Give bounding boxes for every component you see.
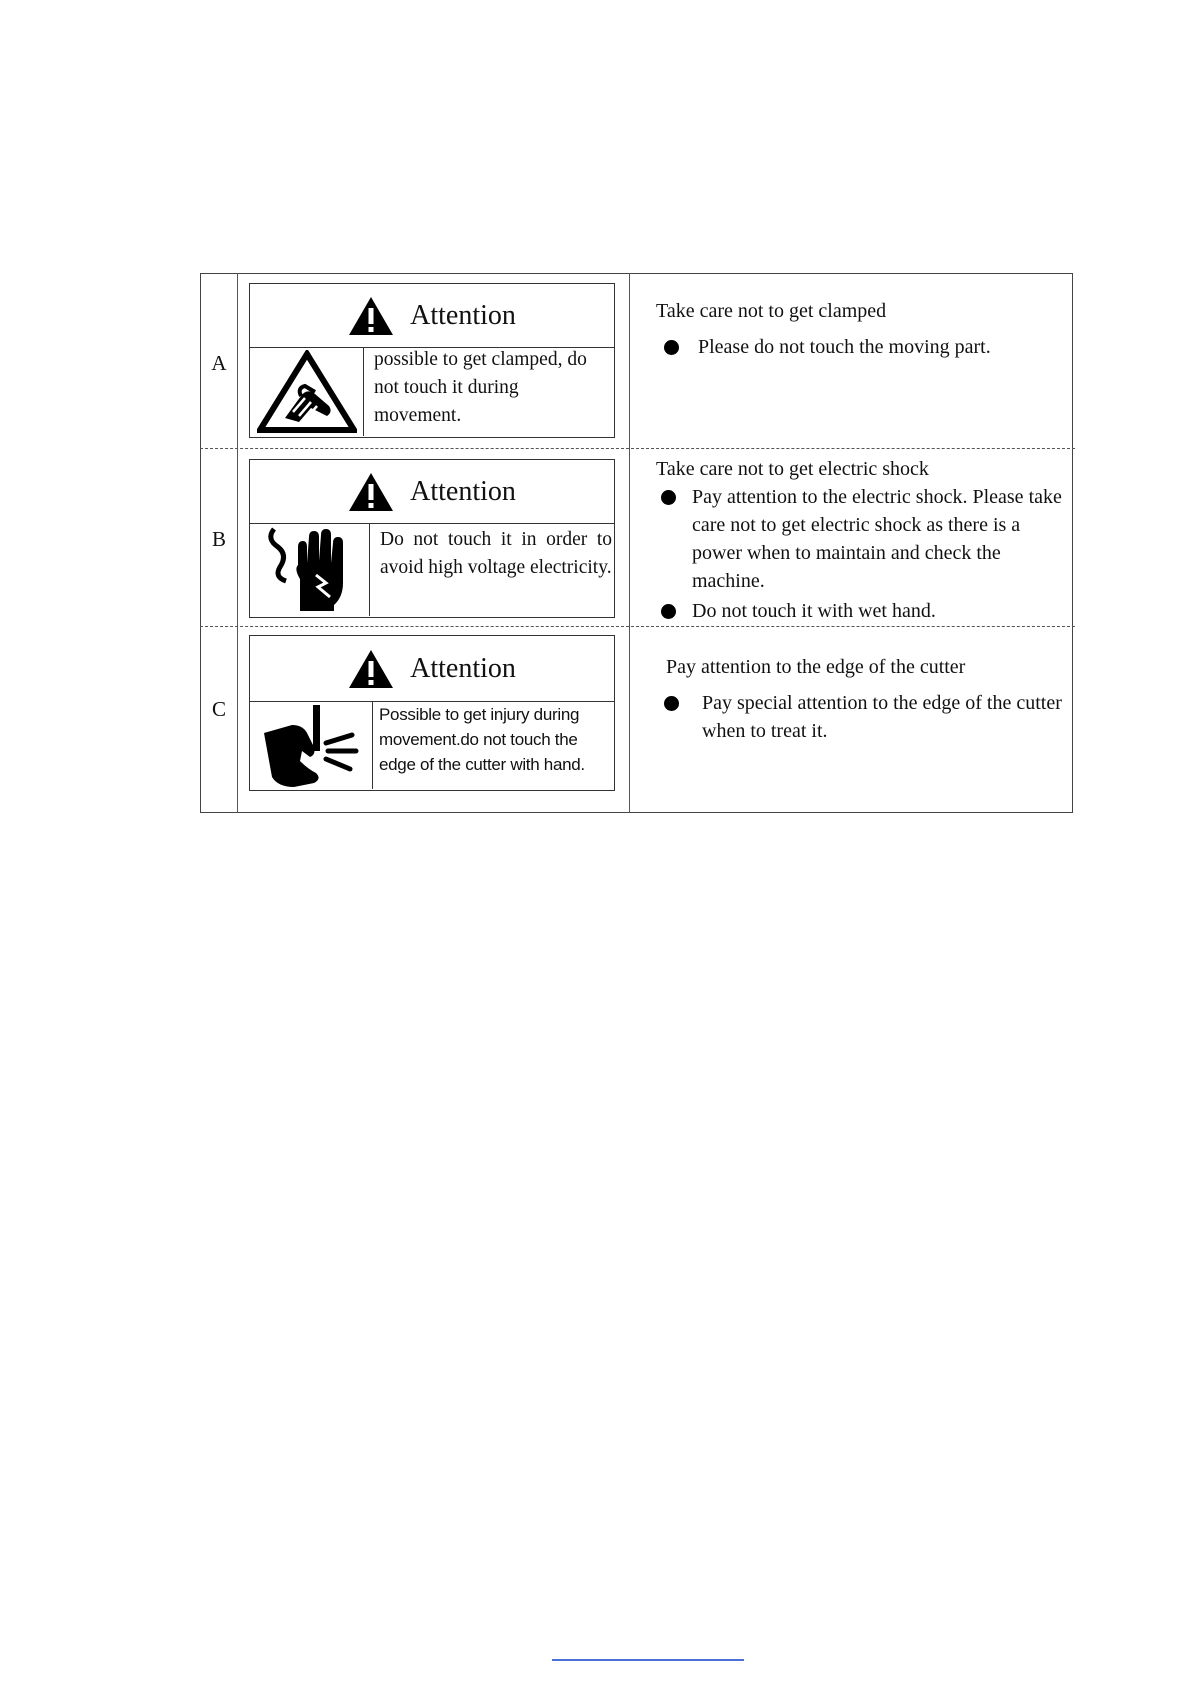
label-text: possible to get clamped, do not touch it during movement. [374,349,587,426]
attention-label [249,459,615,618]
list-item [666,689,1076,745]
bullet-text: Pay special attention to the edge of the cutter when to treat it. [702,692,1062,742]
attention-label [249,283,615,438]
table-row-b [200,449,1075,626]
hand-cutter-icon [250,702,373,789]
row-letter: C [211,697,226,721]
warning-table [200,273,1075,813]
footer-link-underline [552,1659,744,1661]
row-letter: B [211,527,226,551]
bullet-icon [664,340,679,355]
warning-triangle-icon [348,649,394,689]
label-title: Attention [410,475,516,507]
warning-triangle-icon [348,296,394,336]
description [656,455,1066,625]
list-item [656,333,1066,361]
bullet-icon [661,604,676,619]
label-title: Attention [410,652,516,684]
hand-clamped-icon [250,348,364,436]
label-text: Possible to get injury during movement.do not touch the edge of the cutter with hand. [379,705,585,774]
list-item [656,597,1066,625]
bullet-list [656,333,1066,361]
bullet-text: Do not touch it with wet hand. [692,600,936,622]
attention-label [249,635,615,791]
label-text: Do not touch it in order to avoid high voltage electricity. [380,529,612,578]
description [656,297,1066,361]
bullet-list [666,689,1076,745]
warning-triangle-icon [348,472,394,512]
label-header [250,636,614,702]
label-header [250,460,614,524]
table-row-a [200,273,1075,448]
bullet-icon [664,696,679,711]
bullet-list [656,483,1066,625]
label-header [250,284,614,348]
table-row-c [200,627,1075,813]
description-title: Take care not to get electric shock [656,458,929,480]
bullet-text: Pay attention to the electric shock. Please take care not to get electric shock as there is a power when to maintain and check the machine. [692,486,1062,592]
label-title: Attention [410,299,516,331]
bullet-text: Please do not touch the moving part. [698,336,991,358]
row-letter: A [211,351,227,375]
description-title: Pay attention to the edge of the cutter [666,656,966,678]
description [666,653,1076,745]
list-item [656,483,1066,595]
description-title: Take care not to get clamped [656,300,887,322]
hand-electric-shock-icon [250,524,370,616]
bullet-icon [661,490,676,505]
